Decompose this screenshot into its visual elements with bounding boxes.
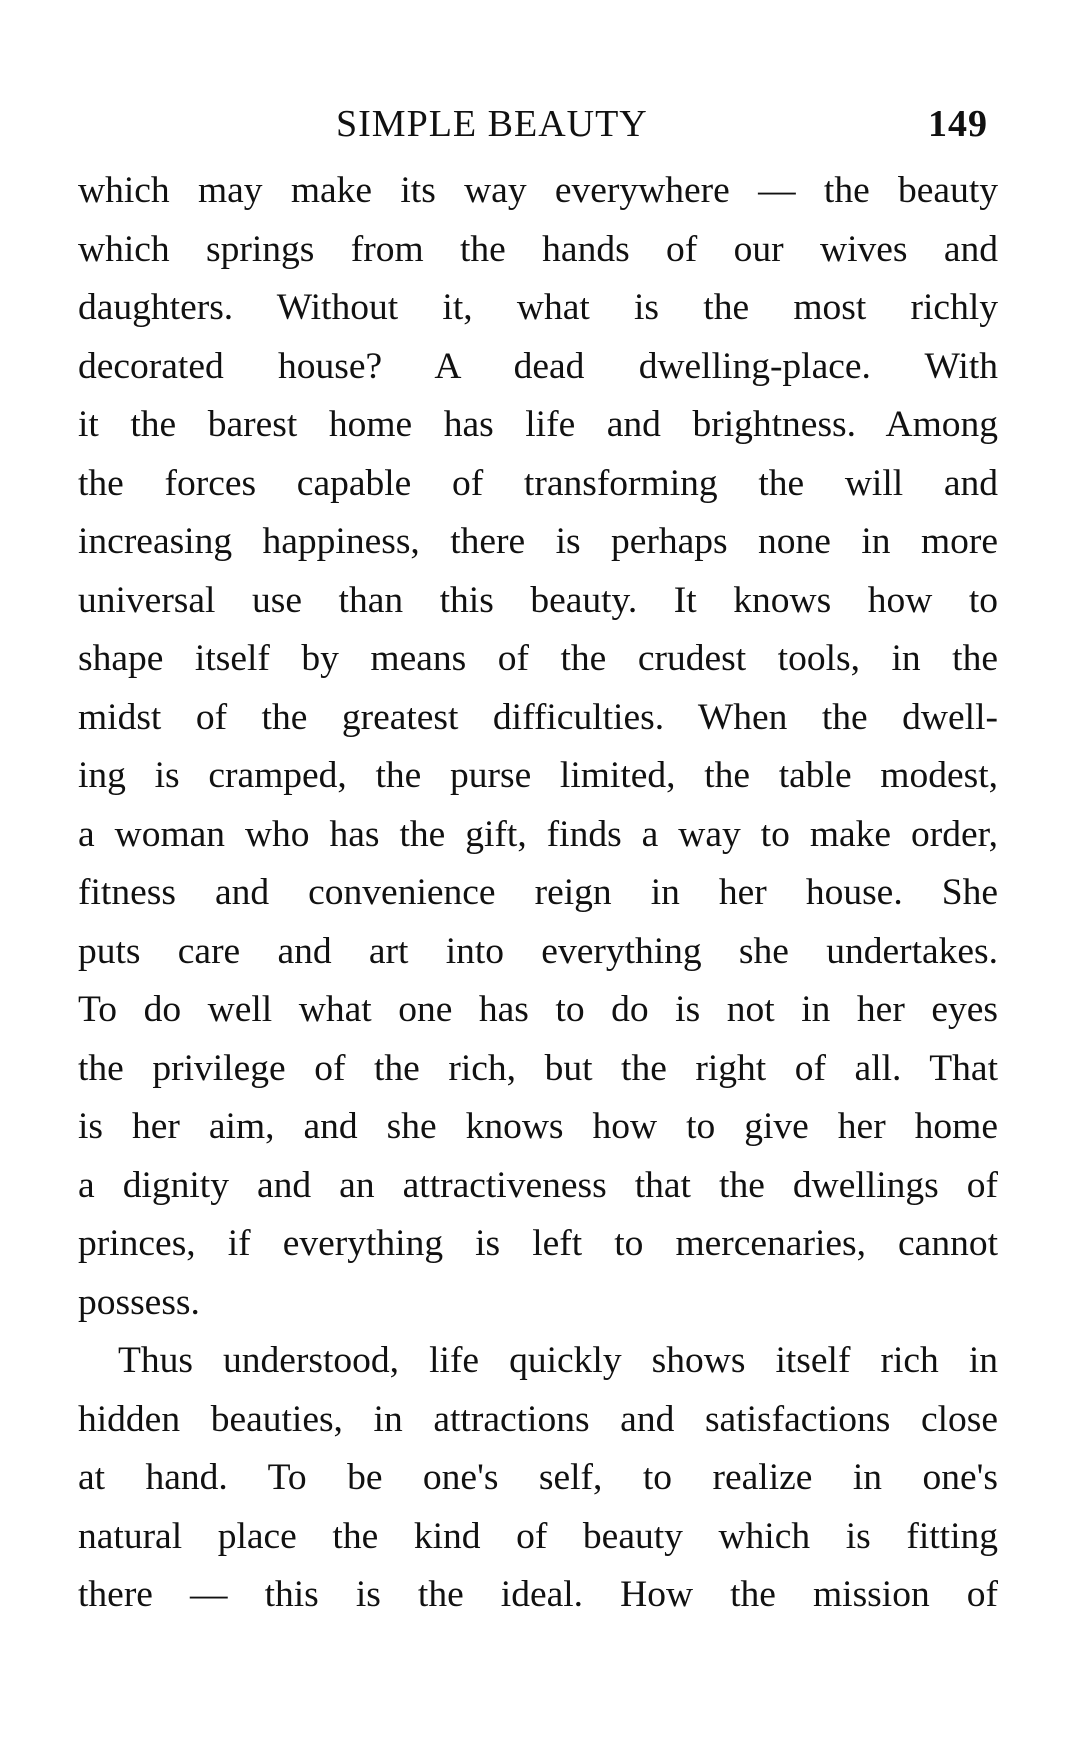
- text-line: increasing happiness, there is perhaps none in more: [78, 521, 998, 562]
- text-line: decorated house? A dead dwelling-place. With: [78, 345, 998, 387]
- text-line: princes, if everything is left to mercenaries, cannot: [78, 1223, 998, 1264]
- text-line: is her aim, and she knows how to give her home: [78, 1106, 998, 1147]
- paragraph-first-line: Thus understood, life quickly shows itself rich in: [118, 1340, 998, 1381]
- text-line: midst of the greatest difficulties. When the dwell-: [78, 696, 998, 738]
- text-line: a dignity and an attractiveness that the dwellings of: [78, 1164, 998, 1206]
- text-line: puts care and art into everything she undertakes.: [78, 930, 998, 972]
- text-line: it the barest home has life and brightness. Among: [78, 404, 998, 445]
- book-page: [78, 96, 998, 1625]
- text-line: which may make its way everywhere — the beauty: [78, 170, 998, 211]
- text-line: daughters. Without it, what is the most richly: [78, 287, 998, 328]
- body-text: [78, 162, 998, 1625]
- running-head: [78, 96, 998, 156]
- text-line: fitness and convenience reign in her house. She: [78, 872, 998, 913]
- text-line: hidden beauties, in attractions and satisfactions close: [78, 1398, 998, 1440]
- text-line: natural place the kind of beauty which is fitting: [78, 1515, 998, 1557]
- running-title: SIMPLE BEAUTY: [336, 103, 648, 145]
- text-line: the forces capable of transforming the will and: [78, 462, 998, 504]
- text-line: ing is cramped, the purse limited, the table modest,: [78, 755, 998, 796]
- text-line: universal use than this beauty. It knows how to: [78, 579, 998, 621]
- text-line: shape itself by means of the crudest tools, in the: [78, 638, 998, 679]
- text-line: which springs from the hands of our wives and: [78, 228, 998, 270]
- text-line: the privilege of the rich, but the right of all. That: [78, 1047, 998, 1089]
- text-line: To do well what one has to do is not in her eyes: [78, 989, 998, 1030]
- page-number: 149: [928, 103, 988, 145]
- paragraph-last-line: possess.: [78, 1281, 200, 1323]
- text-line: there — this is the ideal. How the mission of: [78, 1574, 998, 1615]
- text-line: at hand. To be one's self, to realize in one's: [78, 1457, 998, 1498]
- text-line: a woman who has the gift, finds a way to make order,: [78, 813, 998, 855]
